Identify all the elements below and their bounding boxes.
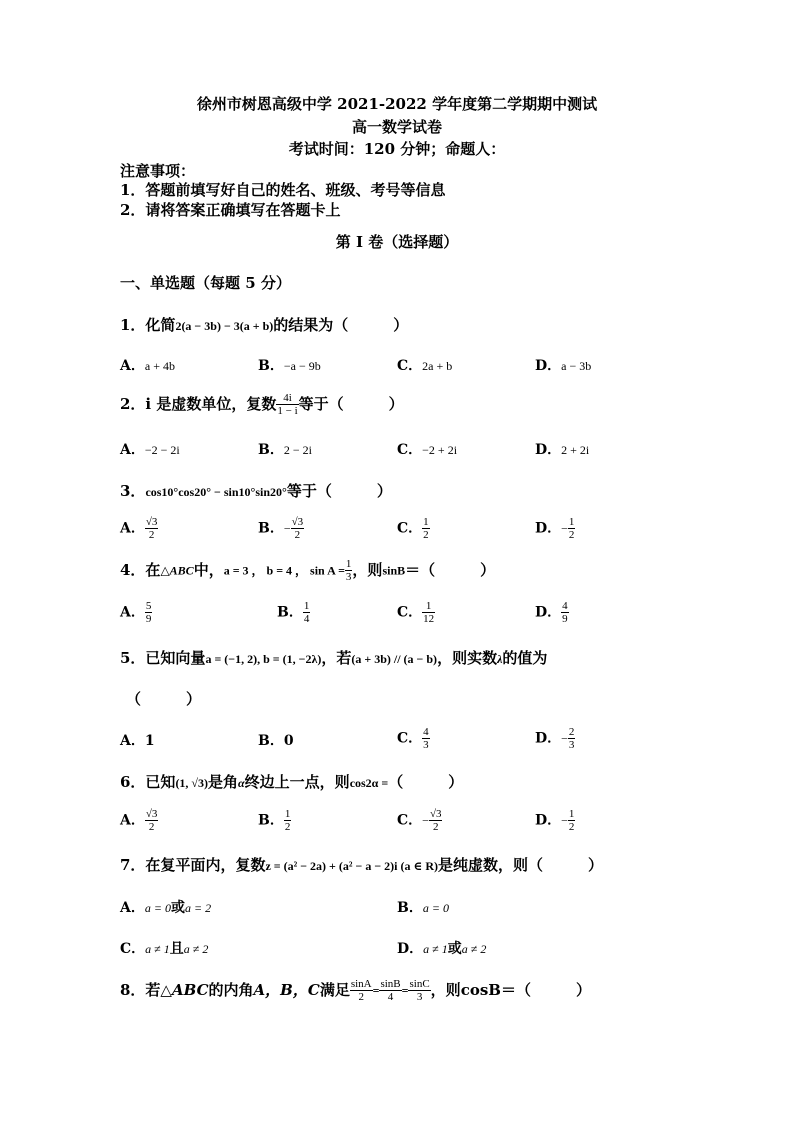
question-5-blank: （ ）: [126, 690, 202, 708]
q4-option-b[interactable]: B． $\frac{1}{4}$: [277, 600, 310, 626]
exam-subtitle: 高一数学试卷: [351, 118, 442, 136]
q3-option-a[interactable]: A． $\frac{√3}{2}$: [120, 516, 158, 542]
question-4-stem: 4．在△ABC中，a = 3 ， b = 4 ， sin A = $\frac{1}{3}$ ，则sinB＝（ ）: [120, 558, 496, 584]
question-3-stem: 3．cos10°cos20° − sin10°sin20°等于（ ）: [120, 482, 392, 500]
notice-item-1: 1．答题前填写好自己的姓名、班级、考号等信息: [120, 181, 446, 199]
q1-option-d[interactable]: D．a − 3b: [535, 358, 592, 374]
q7-option-b[interactable]: B．a = 0: [397, 900, 449, 916]
q6-option-b[interactable]: B． $\frac{1}{2}$: [258, 808, 291, 834]
q7-option-d[interactable]: D．a ≠ 1或a ≠ 2: [397, 941, 487, 957]
q2-option-d[interactable]: D．2 + 2i: [535, 442, 590, 458]
part-title: 第 I 卷（选择题）: [335, 233, 459, 251]
exam-title: 徐州市树恩高级中学 2021-2022 学年度第二学期期中测试: [196, 95, 598, 113]
q1-option-b[interactable]: B．−a − 9b: [258, 358, 321, 374]
q3-expression: cos10°cos20° − sin10°sin20°: [145, 485, 287, 499]
q5-option-a[interactable]: A．1: [120, 733, 155, 749]
notice-heading: 注意事项：: [120, 162, 196, 180]
question-7-stem: 7．在复平面内，复数z = (a² − 2a) + (a² − a − 2)i (a ∈ R)是纯虚数，则（ ）: [120, 856, 604, 874]
q5-option-b[interactable]: B．0: [258, 733, 294, 749]
q3-option-c[interactable]: C． $\frac{1}{2}$: [397, 516, 429, 542]
q2-fraction: $\frac{4i}{1 - i}$: [277, 392, 298, 418]
q3-option-d[interactable]: D．− $\frac{1}{2}$: [535, 516, 575, 542]
q7-option-c[interactable]: C．a ≠ 1且a ≠ 2: [120, 941, 209, 957]
q2-option-c[interactable]: C．−2 + 2i: [397, 442, 458, 458]
q6-option-a[interactable]: A． $\frac{√3}{2}$: [120, 808, 158, 834]
q1-option-c[interactable]: C．2a + b: [397, 358, 453, 374]
q8-fraction-b: $\frac{\sin B}{4}$: [380, 978, 401, 1004]
question-1-stem: 1．化简2(a − 3b) − 3(a + b)的结果为（ ）: [120, 316, 409, 334]
question-5-stem: 5．已知向量a = (−1, 2), b = (1, −2λ)，若(a + 3b) // (a − b)，则实数λ的值为: [120, 649, 548, 667]
q1-expression: 2(a − 3b) − 3(a + b): [175, 319, 274, 333]
q7-option-a[interactable]: A．a = 0或a = 2: [120, 900, 212, 916]
q8-fraction-a: $\frac{\sin A}{2}$: [350, 978, 372, 1004]
q2-option-a[interactable]: A．−2 − 2i: [120, 442, 180, 458]
q3-option-b[interactable]: B．− $\frac{√3}{2}$: [258, 516, 304, 542]
q5-option-c[interactable]: C． $\frac{4}{3}$: [397, 726, 429, 752]
question-6-stem: 6．已知(1, √3)是角α终边上一点，则cos2α =（ ）: [120, 773, 464, 791]
q2-option-b[interactable]: B．2 − 2i: [258, 442, 312, 458]
q6-option-d[interactable]: D．− $\frac{1}{2}$: [535, 808, 575, 834]
q5-option-d[interactable]: D．− $\frac{2}{3}$: [535, 726, 575, 752]
q4-option-a[interactable]: A． $\frac{5}{9}$: [120, 600, 152, 626]
q8-fraction-c: $\frac{\sin C}{3}$: [409, 978, 430, 1004]
q4-option-c[interactable]: C． $\frac{1}{12}$: [397, 600, 435, 626]
q1-option-a[interactable]: A．a + 4b: [120, 358, 175, 374]
exam-time-line: 考试时间：120 分钟；命题人：: [288, 140, 506, 158]
section-title: 一、单选题（每题 5 分）: [120, 274, 291, 292]
question-8-stem: 8．若△ABC的内角A，B，C满足 $\frac{\sin A}{2}$ = $\frac{\sin B}{4}$ = $\frac{\sin C}{3}$ ，则cosB＝（ ）: [120, 978, 591, 1004]
q4-fraction: $\frac{1}{3}$: [345, 558, 352, 584]
q4-option-d[interactable]: D． $\frac{4}{9}$: [535, 600, 568, 626]
question-2-stem: 2．i 是虚数单位，复数 $\frac{4i}{1 - i}$ 等于（ ）: [120, 392, 404, 418]
q6-option-c[interactable]: C．− $\frac{√3}{2}$: [397, 808, 442, 834]
notice-item-2: 2．请将答案正确填写在答题卡上: [120, 201, 341, 219]
